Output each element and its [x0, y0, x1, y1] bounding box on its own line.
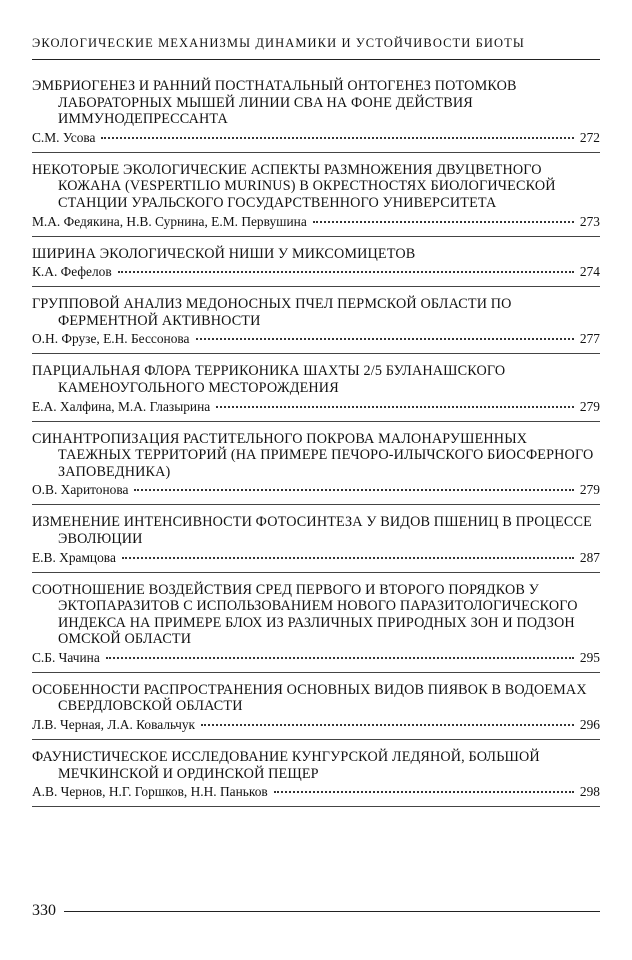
entry-authors: М.А. Федякина, Н.В. Сурнина, Е.М. Первушина: [32, 213, 307, 229]
entry-page-number: 272: [579, 129, 600, 145]
dot-leader: [201, 724, 574, 726]
entry-authors: С.М. Усова: [32, 129, 96, 145]
toc-entry: [32, 78, 600, 153]
dot-leader: [134, 489, 573, 491]
entry-authors: Л.В. Черная, Л.А. Ковальчук: [32, 717, 196, 733]
dot-leader: [118, 271, 574, 273]
dot-leader: [313, 221, 574, 223]
entry-byline: [32, 783, 600, 800]
entry-authors: С.Б. Чачина: [32, 649, 100, 665]
toc-entry: [32, 749, 600, 807]
entry-title: ОСОБЕННОСТИ РАСПРОСТРАНЕНИЯ ОСНОВНЫХ ВИДОВ ПИЯВОК В ВОДОЕМАХ СВЕРДЛОВСКОЙ ОБЛАСТИ: [32, 681, 587, 715]
dot-leader: [122, 557, 574, 559]
toc-entry: [32, 162, 600, 237]
entry-page-number: 279: [579, 482, 600, 498]
dot-leader: [216, 406, 574, 408]
toc-entry: [32, 582, 600, 673]
entry-authors: Е.А. Халфина, М.А. Глазырина: [32, 398, 211, 414]
toc-entry: [32, 682, 600, 740]
entry-title: ПАРЦИАЛЬНАЯ ФЛОРА ТЕРРИКОНИКА ШАХТЫ 2/5 БУЛАНАШСКОГО КАМЕНОУГОЛЬНОГО МЕСТОРОЖДЕНИЯ: [32, 363, 506, 396]
table-of-contents: [32, 78, 600, 816]
entry-authors: О.Н. Фрузе, Е.Н. Бессонова: [32, 331, 190, 347]
entry-authors: А.В. Чернов, Н.Г. Горшков, Н.Н. Паньков: [32, 784, 268, 800]
entry-title: НЕКОТОРЫЕ ЭКОЛОГИЧЕСКИЕ АСПЕКТЫ РАЗМНОЖЕНИЯ ДВУЦВЕТНОГО КОЖАНА (VESPERTILIO MURINUS) В ОКРЕСТНОСТЯХ БИОЛОГИЧЕСКОЙ СТАНЦИИ УРАЛЬСКОГО ГОСУДАРСТВЕННОГО УНИВЕРСИТЕТА: [32, 161, 556, 211]
dot-leader: [106, 657, 574, 659]
entry-byline: [32, 549, 600, 566]
entry-page-number: 273: [579, 213, 600, 229]
entry-byline: [32, 213, 600, 230]
entry-page-number: 274: [579, 264, 600, 280]
entry-byline: [32, 716, 600, 733]
page-footer: [32, 902, 600, 920]
entry-page-number: 296: [579, 717, 600, 733]
entry-title: ГРУППОВОЙ АНАЛИЗ МЕДОНОСНЫХ ПЧЕЛ ПЕРМСКОЙ ОБЛАСТИ ПО ФЕРМЕНТНОЙ АКТИВНОСТИ: [32, 296, 512, 329]
toc-entry: [32, 296, 600, 354]
entry-authors: К.А. Фефелов: [32, 264, 112, 280]
entry-byline: [32, 129, 600, 146]
footer-rule: [64, 911, 600, 912]
entry-byline: [32, 481, 600, 498]
entry-byline: [32, 649, 600, 666]
dot-leader: [101, 137, 573, 139]
running-head: ЭКОЛОГИЧЕСКИЕ МЕХАНИЗМЫ ДИНАМИКИ И УСТОЙЧИВОСТИ БИОТЫ: [32, 36, 525, 50]
dot-leader: [196, 338, 574, 340]
entry-title: ЭМБРИОГЕНЕЗ И РАННИЙ ПОСТНАТАЛЬНЫЙ ОНТОГЕНЕЗ ПОТОМКОВ ЛАБОРАТОРНЫХ МЫШЕЙ ЛИНИИ CBA НА ФОНЕ ДЕЙСТВИЯ ИММУНОДЕПРЕССАНТА: [32, 78, 517, 128]
entry-byline: [32, 263, 600, 280]
entry-title: ШИРИНА ЭКОЛОГИЧЕСКОЙ НИШИ У МИКСОМИЦЕТОВ: [32, 245, 416, 262]
entry-page-number: 298: [579, 784, 600, 800]
entry-byline: [32, 330, 600, 347]
entry-title: СИНАНТРОПИЗАЦИЯ РАСТИТЕЛЬНОГО ПОКРОВА МАЛОНАРУШЕННЫХ ТАЕЖНЫХ ТЕРРИТОРИЙ (НА ПРИМЕРЕ ПЕЧОРО-ИЛЫЧСКОГО БИОСФЕРНОГО ЗАПОВЕДНИКА): [32, 430, 594, 480]
toc-entry: [32, 514, 600, 572]
entry-title: СООТНОШЕНИЕ ВОЗДЕЙСТВИЯ СРЕД ПЕРВОГО И ВТОРОГО ПОРЯДКОВ У ЭКТОПАРАЗИТОВ С ИСПОЛЬЗОВАНИЕМ НОВОГО ПАРАЗИТОЛОГИЧЕСКОГО ИНДЕКСА НА ПРИМЕРЕ БЛОХ ИЗ РАЗЛИЧНЫХ ПРИРОДНЫХ ЗОН И ПОДЗОН ОМСКОЙ ОБЛАСТИ: [32, 581, 578, 648]
header-rule: [32, 59, 600, 60]
entry-page-number: 287: [579, 549, 600, 565]
page-number: 330: [32, 902, 56, 919]
entry-page-number: 277: [579, 331, 600, 347]
entry-page-number: 295: [579, 649, 600, 665]
entry-title: ИЗМЕНЕНИЕ ИНТЕНСИВНОСТИ ФОТОСИНТЕЗА У ВИДОВ ПШЕНИЦ В ПРОЦЕССЕ ЭВОЛЮЦИИ: [32, 514, 592, 547]
toc-entry: [32, 431, 600, 506]
entry-title: ФАУНИСТИЧЕСКОЕ ИССЛЕДОВАНИЕ КУНГУРСКОЙ ЛЕДЯНОЙ, БОЛЬШОЙ МЕЧКИНСКОЙ И ОРДИНСКОЙ ПЕЩЕР: [32, 749, 540, 782]
entry-authors: О.В. Харитонова: [32, 482, 129, 498]
dot-leader: [274, 791, 574, 793]
entry-byline: [32, 398, 600, 415]
entry-page-number: 279: [579, 398, 600, 414]
toc-entry: [32, 246, 600, 288]
entry-authors: Е.В. Храмцова: [32, 549, 116, 565]
toc-entry: [32, 363, 600, 421]
